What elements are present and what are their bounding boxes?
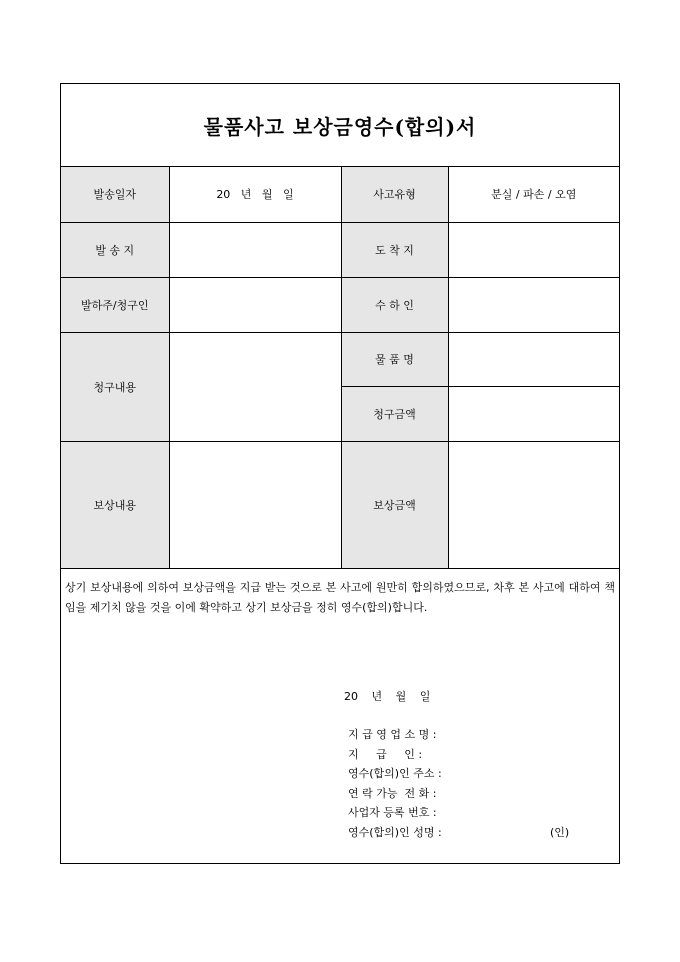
compensation-content-label: 보상내용 — [61, 441, 169, 568]
compensation-amount-label: 보상금액 — [341, 441, 448, 568]
destination-field[interactable] — [448, 222, 619, 277]
payer-office-field[interactable] — [464, 725, 550, 745]
destination-label: 도 착 지 — [341, 222, 448, 277]
payer-row — [348, 745, 569, 765]
item-name-label: 물 품 명 — [341, 332, 448, 386]
recipient-address-row — [348, 764, 569, 784]
recipient-name-row — [348, 823, 569, 843]
agreement-statement: 상기 보상내용에 의하여 보상금액을 지급 받는 것으로 본 사고에 원만히 합의하였으므로, 차후 본 사고에 대하여 책임을 제기치 않을 것을 이에 확약하고 상기 보상금을 정히 영수(합의)합니다. — [65, 581, 615, 614]
recipient-address-field[interactable] — [464, 764, 550, 784]
consignee-field[interactable] — [448, 277, 619, 332]
origin-label: 발 송 지 — [61, 222, 169, 277]
payer-office-row — [348, 725, 569, 745]
seal-mark: (인) — [550, 825, 570, 839]
compensation-content-field[interactable] — [169, 441, 341, 568]
claim-content-label: 청구내용 — [61, 332, 169, 441]
compensation-receipt-form — [60, 83, 620, 864]
business-number-row — [348, 803, 569, 823]
agreement-date[interactable]: 20 년 월 일 — [344, 690, 431, 703]
ship-date-value[interactable]: 20 년 월 일 — [169, 167, 341, 222]
compensation-amount-field[interactable] — [448, 441, 619, 568]
payer-field[interactable] — [464, 745, 550, 765]
shipper-label: 발하주/청구인 — [61, 277, 169, 332]
contact-phone-field[interactable] — [464, 784, 550, 804]
item-name-field[interactable] — [448, 332, 619, 386]
contact-phone-label: 연 락 가능 전 화 : — [348, 786, 437, 800]
origin-field[interactable] — [169, 222, 341, 277]
accident-type-value[interactable]: 분실 / 파손 / 오염 — [448, 167, 619, 222]
shipper-field[interactable] — [169, 277, 341, 332]
ship-date-label: 발송일자 — [61, 167, 169, 222]
claim-amount-field[interactable] — [448, 386, 619, 441]
recipient-name-label: 영수(합의)인 성명 : — [348, 825, 442, 839]
payer-office-label: 지 급 영 업 소 명 : — [348, 728, 437, 741]
form-title: 물품사고 보상금영수(합의)서 — [61, 84, 619, 167]
consignee-label: 수 하 인 — [341, 277, 448, 332]
payer-label: 지 급 인 : — [348, 747, 423, 761]
recipient-address-label: 영수(합의)인 주소 : — [348, 767, 442, 780]
business-number-field[interactable] — [464, 803, 550, 823]
business-number-label: 사업자 등록 번호 : — [348, 806, 437, 819]
claim-table — [61, 167, 619, 569]
signature-fields — [348, 725, 569, 842]
claim-amount-label: 청구금액 — [341, 386, 448, 441]
recipient-name-field[interactable] — [464, 823, 550, 843]
contact-phone-row — [348, 784, 569, 804]
accident-type-label: 사고유형 — [341, 167, 448, 222]
claim-content-field[interactable] — [169, 332, 341, 441]
